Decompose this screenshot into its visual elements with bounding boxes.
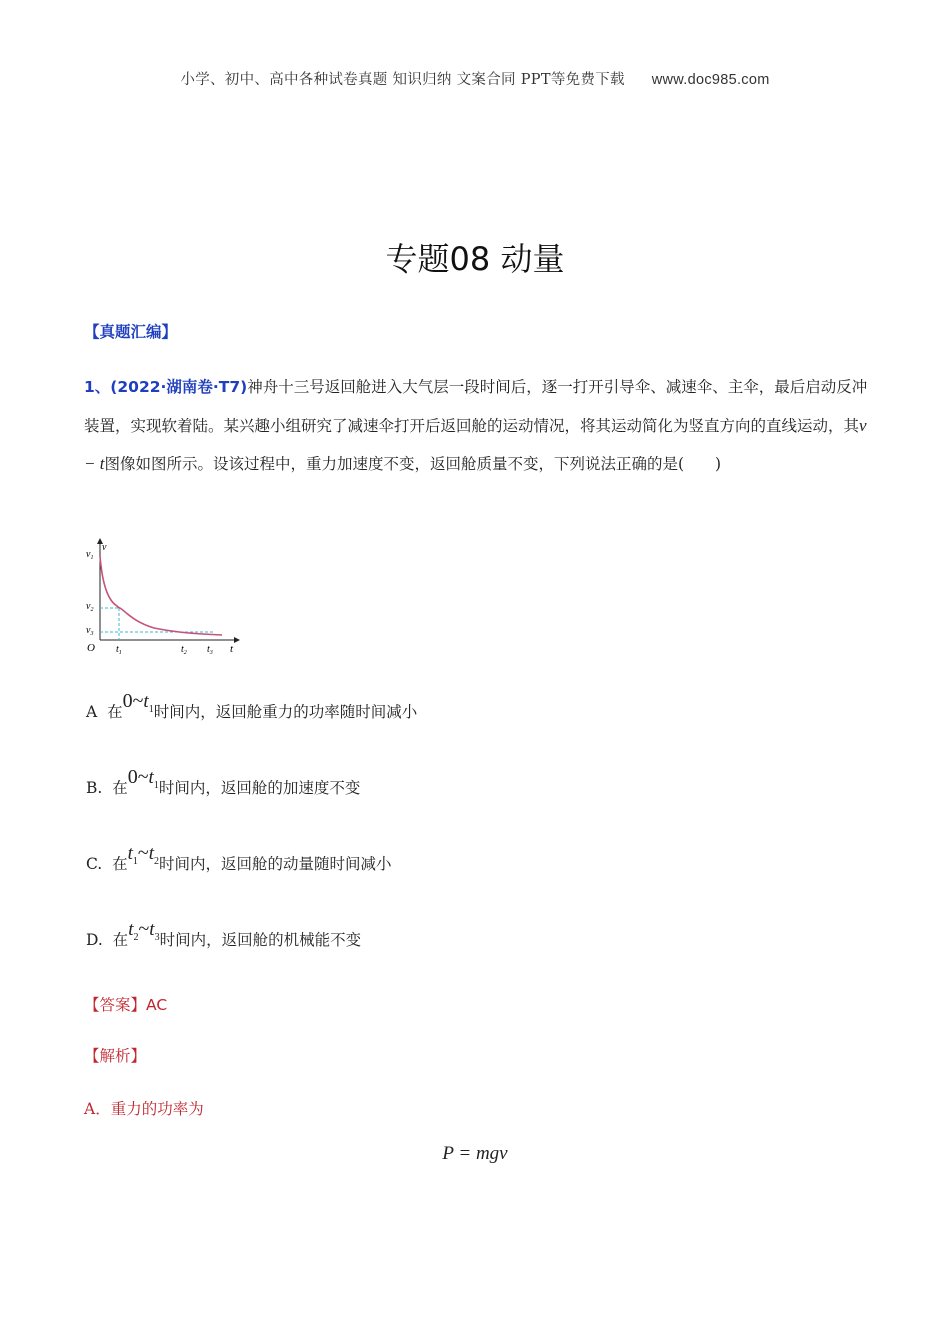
page-header: [0, 68, 950, 89]
option-pre: 在: [112, 855, 128, 873]
range-start: 0: [122, 690, 133, 712]
option-letter: C.: [86, 855, 103, 873]
t-axis-arrow: [234, 637, 240, 643]
option-pre: 在: [107, 703, 123, 721]
option-a[interactable]: [86, 690, 418, 725]
range-tilde: ~: [137, 766, 149, 788]
range-tilde: ~: [137, 842, 149, 864]
option-pre: 在: [112, 779, 128, 797]
option-d[interactable]: [86, 918, 362, 953]
label-t2: $t_2$: [181, 644, 187, 656]
label-t: t: [230, 643, 234, 655]
option-text: 时间内，返回舱的动量随时间减小: [159, 855, 392, 873]
label-v2: $v_2$: [86, 601, 94, 613]
analysis-point-a: A．重力的功率为: [84, 1100, 204, 1118]
analysis-label: 【解析】: [84, 1047, 147, 1065]
vt-graph-figure: [84, 536, 244, 658]
range-end: $t_3$: [149, 919, 160, 943]
label-v1: $v_1$: [86, 549, 94, 561]
range-end: $t_1$: [143, 691, 154, 715]
question-text-before: 神舟十三号返回舱进入大气层一段时间后，逐一打开引导伞、减速伞、主伞，最后启动反冲装置，实现软着陆。某兴趣小组研究了减速伞打开后返回舱的运动情况，将其运动简化为竖直方向的直线运动，其: [84, 378, 868, 435]
question-source: (2022·湖南卷·T7): [110, 378, 248, 396]
label-t3: $t_3$: [207, 644, 213, 656]
answer: 【答案】AC: [84, 996, 168, 1014]
power-formula: P = mgv: [442, 1143, 508, 1164]
option-text: 时间内，返回舱重力的功率随时间减小: [153, 703, 418, 721]
range-end: $t_1$: [148, 767, 159, 791]
label-t1: $t_1$: [116, 644, 122, 656]
question-text-after: 图像如图所示。设该过程中，重力加速度不变，返回舱质量不变，下列说法正确的是( ): [104, 455, 722, 473]
page-title: 专题08 动量: [385, 240, 565, 278]
range-tilde: ~: [138, 918, 150, 940]
label-v: v: [102, 542, 107, 553]
label-v3: $v_3$: [86, 625, 94, 637]
range-start: $t_2$: [128, 919, 139, 943]
option-text: 时间内，返回舱的机械能不变: [159, 931, 362, 949]
option-letter: A: [86, 703, 98, 721]
question-math-vt: v − t: [84, 415, 867, 473]
question-number: 1、: [84, 378, 111, 396]
header-text: 小学、初中、高中各种试卷真题 知识归纳 文案合同 PPT等免费下载: [180, 72, 625, 88]
option-b[interactable]: [86, 766, 361, 801]
range-start: $t_1$: [127, 843, 138, 867]
header-site-link[interactable]: www.doc985.com: [651, 72, 770, 88]
option-c[interactable]: [86, 842, 392, 877]
option-letter: B.: [86, 779, 103, 797]
question-1: [84, 368, 874, 484]
range-end: $t_2$: [148, 843, 159, 867]
range-tilde: ~: [132, 690, 144, 712]
section-label: 【真题汇编】: [84, 323, 178, 341]
option-text: 时间内，返回舱的加速度不变: [158, 779, 361, 797]
velocity-curve: [100, 556, 222, 635]
option-pre: 在: [112, 931, 129, 949]
range-start: 0: [127, 766, 138, 788]
label-origin: O: [87, 642, 95, 654]
option-letter: D.: [86, 931, 103, 949]
